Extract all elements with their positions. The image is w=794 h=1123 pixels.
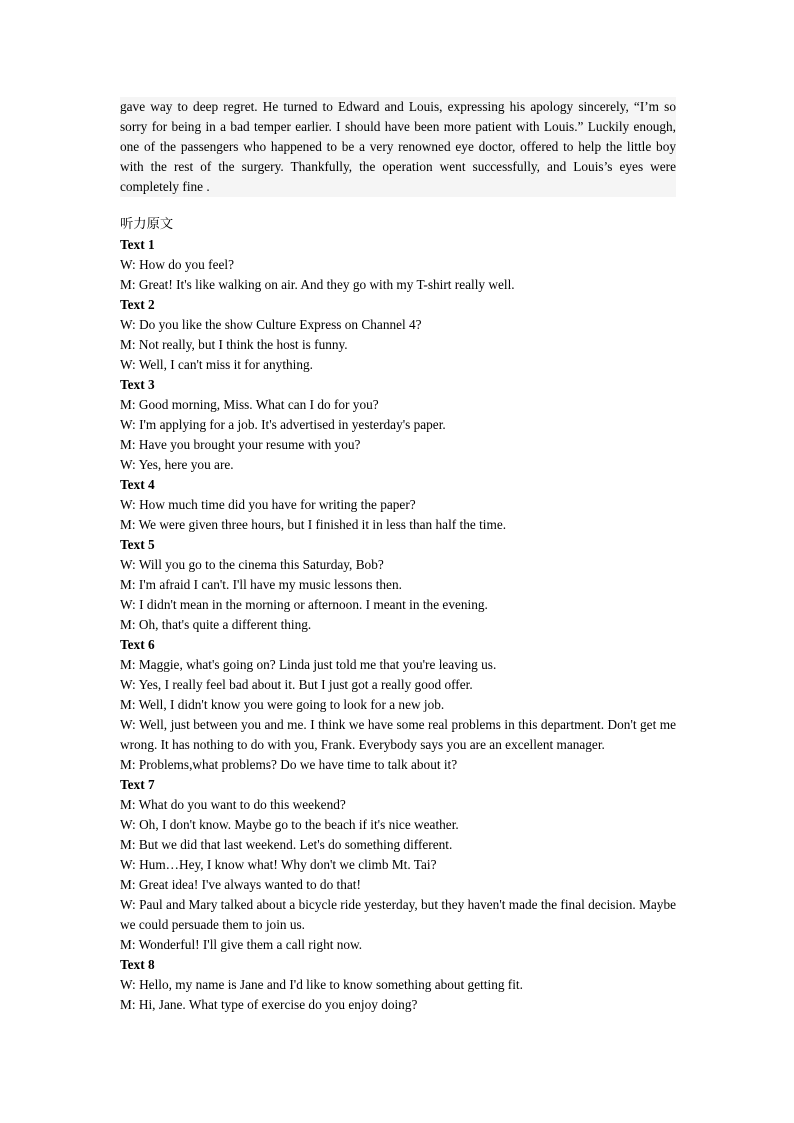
dialogue-line: W: Oh, I don't know. Maybe go to the beach if it's nice weather. [120, 817, 459, 832]
dialogue-line: M: Hi, Jane. What type of exercise do you enjoy doing? [120, 997, 418, 1012]
dialogue-line: M: Great idea! I've always wanted to do that! [120, 877, 361, 892]
dialogue-line: W: Hum…Hey, I know what! Why don't we climb Mt. Tai? [120, 857, 437, 872]
transcript-section [120, 375, 676, 475]
dialogue-line: M: We were given three hours, but I finished it in less than half the time. [120, 517, 507, 532]
dialogue-line: W: Well, I can't miss it for anything. [120, 357, 313, 372]
dialogue-line: M: Maggie, what's going on? Linda just told me that you're leaving us. [120, 657, 497, 672]
story-paragraph-block [120, 97, 676, 197]
transcript-section [120, 535, 676, 635]
dialogue-line: W: Well, just between you and me. I think we have some real problems in this department. Don't get me wrong. It has nothing to do with you, Frank. Everybody says you are an excellent manager. [120, 717, 676, 752]
dialogue-line: M: Problems,what problems? Do we have time to talk about it? [120, 757, 458, 772]
dialogue-line: W: Will you go to the cinema this Saturday, Bob? [120, 557, 384, 572]
section-title: Text 2 [120, 297, 155, 312]
dialogue-line: M: Have you brought your resume with you? [120, 437, 361, 452]
transcript-section [120, 475, 676, 535]
document-page [120, 97, 676, 1015]
section-title: Text 4 [120, 477, 155, 492]
dialogue-line: W: Yes, I really feel bad about it. But I just got a really good offer. [120, 677, 473, 692]
dialogue-line: W: How do you feel? [120, 257, 234, 272]
section-title: Text 1 [120, 237, 155, 252]
dialogue-line: M: Good morning, Miss. What can I do for you? [120, 397, 379, 412]
dialogue-line: M: Oh, that's quite a different thing. [120, 617, 312, 632]
dialogue-line: W: Paul and Mary talked about a bicycle ride yesterday, but they haven't made the final decision. Maybe we could persuade them to join us. [120, 897, 676, 932]
transcript-section [120, 955, 676, 1015]
dialogue-line: M: What do you want to do this weekend? [120, 797, 346, 812]
transcript-section [120, 295, 676, 375]
section-title: Text 3 [120, 377, 155, 392]
transcript-section [120, 635, 676, 775]
section-title: Text 5 [120, 537, 155, 552]
transcript-heading: 听力原文 [120, 217, 174, 232]
dialogue-line: M: Not really, but I think the host is funny. [120, 337, 348, 352]
transcript-section [120, 775, 676, 955]
dialogue-line: W: How much time did you have for writing the paper? [120, 497, 416, 512]
dialogue-line: W: Hello, my name is Jane and I'd like to know something about getting fit. [120, 977, 523, 992]
dialogue-line: M: Great! It's like walking on air. And they go with my T-shirt really well. [120, 277, 515, 292]
dialogue-line: M: But we did that last weekend. Let's do something different. [120, 837, 453, 852]
section-title: Text 8 [120, 957, 155, 972]
section-title: Text 7 [120, 777, 155, 792]
dialogue-line: M: Wonderful! I'll give them a call right now. [120, 937, 363, 952]
dialogue-line: M: I'm afraid I can't. I'll have my music lessons then. [120, 577, 402, 592]
dialogue-line: W: Yes, here you are. [120, 457, 234, 472]
transcript-body [120, 235, 676, 1015]
dialogue-line: W: I'm applying for a job. It's advertised in yesterday's paper. [120, 417, 446, 432]
story-paragraph: gave way to deep regret. He turned to Edward and Louis, expressing his apology sincerely, “I’m so sorry for being in a bad temper earlier. I should have been more patient with Louis.” Luckily enough, one of the passengers who happened to be a very renowned eye doctor, offered to help the little boy with the rest of the surgery. Thankfully, the operation went successfully, and Louis’s eyes were completely fine . [120, 99, 676, 194]
dialogue-line: M: Well, I didn't know you were going to look for a new job. [120, 697, 445, 712]
section-title: Text 6 [120, 637, 155, 652]
dialogue-line: W: I didn't mean in the morning or afternoon. I meant in the evening. [120, 597, 488, 612]
dialogue-line: W: Do you like the show Culture Express on Channel 4? [120, 317, 422, 332]
transcript-section [120, 235, 676, 295]
